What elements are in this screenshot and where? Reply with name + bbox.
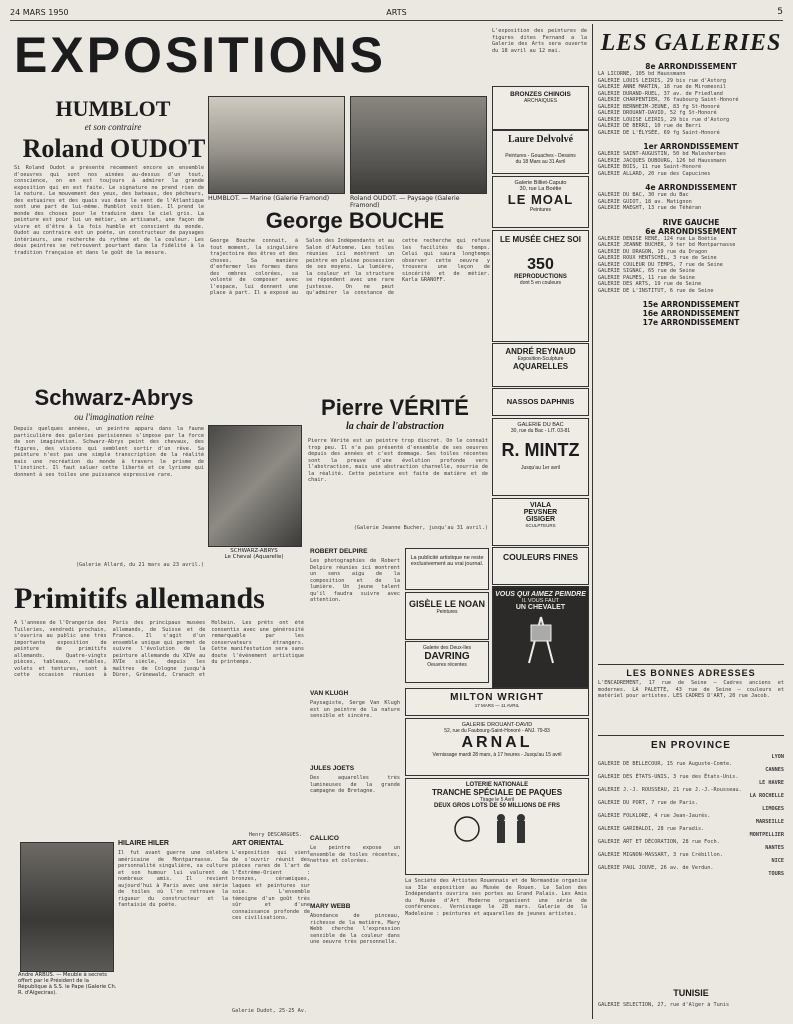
header-paper: ARTS [386,8,407,17]
galerie-entry: GALERIE BOIS, 11 rue Saint-Honoré [598,164,702,170]
galerie-entry: GALERIE SAINT-AUGUSTIN, 50 bd Malesherbes [598,151,727,157]
humblot-photo [208,96,345,194]
galerie-entry: GALERIE LOUISE LEIRIS, 29 bis rue d'Astorg [598,116,730,123]
bonnes-adresses-title: LES BONNES ADRESSES [626,668,756,678]
ad-moal: Galerie Billiet-Caputo 30, rue La Boétie LE MOAL Peintures [492,176,589,228]
ad-milton-wright: MILTON WRIGHT 17 MARS — 11 AVRIL [405,688,589,716]
schwarz-photo [208,425,302,547]
column-rule [592,24,593,1019]
galerie-entry: GALERIE JACQUES DUBOURG, 126 bd Haussmann [598,157,727,164]
city-heading: LIMOGES [762,806,784,812]
ad-bronzes: BRONZES CHINOIS ARCHAIQUES [492,86,589,130]
schwarz-article: Depuis quelques années, un peintre apparu dans la faune particulière des galeries parisiennes s'impose par la force de son imagination. Schwarz-Abrys peint des chevaux, des figures, des visions qui semblent sortir d'un rêve. Sa peinture n'est pas une simple transcription de la réalité mais une recréation du monde à travers le prisme de l'instinct. Il faut saluer cette liberté et ce lyrisme qui donnent à ses toiles une puissance expressive rare. [14,426,204,478]
expositions-notices: La Société des Artistes Rouennais et de Normandie organise sa 31e exposition au Musée de Rouen. Le Salon des Indépendants ouvrira ses portes au Grand Palais. Les Amis du Musée d'Art Moderne organisent une série de conférences. Vernissage le 28 mars. Galerie de la Madeleine : peintures et aquarelles de jeunes artistes. [405,878,587,917]
divider [598,735,784,736]
schwarz-caption: SCHWARZ-ABRYS Le Cheval (Aquarelle) [224,548,284,560]
art-oriental-title: ART ORIENTAL [232,840,284,847]
bouche-title: George BOUCHE [265,208,445,233]
page-header [10,6,783,21]
tunisie-title: TUNISIE [673,988,709,998]
section-heading: 6e ARRONDISSEMENT [645,226,737,236]
city-heading: LYON [771,754,784,760]
oudot-title: Roland OUDOT [22,134,206,163]
bonnes-adresses-text: L'ENCADREMENT, 17 rue de Seine — Cadres anciens et modernes. LA PALETTE, 43 rue de Seine — couleurs et matériel pour artistes. LES CADRES D'ART, 20 rue Jacob. [598,680,784,699]
verite-article: Pierre Vérité est un peintre trop discret. On le connaît trop peu. Il n'a pas présenté d'ensemble de ses oeuvres depuis des années et c'est dommage. Ses toiles récentes sont la preuve d'une évolution profonde vers l'abstraction, mais une abstraction charnelle, nourrie de la réalité. Cette peinture est faite de matière et de chair. [308,438,488,483]
galerie-entry: GALERIE BERNHEIM-JEUNE, 83 fg St-Honoré [598,103,720,110]
joets-article: Des aquarelles très lumineuses de la grande campagne de Bretagne. [310,775,400,794]
galerie-entry: GALERIE DES ARTS, 19 rue de Seine [598,281,702,287]
art-oriental-article: L'exposition qui vient de s'ouvrir réunit des pièces rares de l'art de l'Extrême-Orient : bronzes, céramiques, laques et peintures sur soie. L'ensemble témoigne d'un goût très sûr et d'une connaissance profonde de ces civilisations. [232,850,310,921]
hiler-title: HILAIRE HILER [118,840,169,847]
callico-article: Le peintre expose un ensemble de toiles récentes, nettes et colorées. [310,845,400,864]
ad-noan: GISÈLE LE NOAN Peintures [405,592,489,640]
galeries-title: LES GALERIES [600,30,782,56]
ad-reynaud: ANDRÉ REYNAUD Exposition-Sculpture AQUARELLES [492,343,589,387]
galerie-entry: GALERIE ANNE MARTIN, 18 rue de Miromesnil [598,84,727,90]
section-heading: 8e ARRONDISSEMENT [645,62,737,71]
oudot-photo [350,96,487,194]
humblot-subtitle: et son contraire [84,122,142,132]
verite-title: Pierre VÉRITÉ [321,395,469,420]
ad-mintz: GALERIE DU BAC 30, rue du Bac - LIT. 03-81 R. MINTZ Jusqu'au 1er avril [492,418,589,496]
galerie-entry: GALERIE DU BAC, 30 rue du Bac [598,192,689,198]
ad-daphnis: NASSOS DAPHNIS [492,388,589,416]
art-oriental-credit: Galerie Dudot, 25-25 Av. [232,1008,307,1014]
ad-couleurs-fines: COULEURS FINES [492,547,589,585]
galerie-entry: GALERIE MAEGHT, 13 rue de Téhéran [598,205,702,211]
webb-title: MARY WEBB [310,903,351,910]
ad-davring: Galerie des Deux-Iles DAVRING Oeuvres récentes [405,641,489,683]
city-heading: CANNES [765,767,784,773]
schwarz-title: Schwarz-Abrys [34,385,194,410]
header-page-number: 5 [777,7,783,17]
city-heading: LE HAVRE [759,780,784,786]
easel-icon [521,615,561,665]
province-list: LYON GALERIE DE BELLECOUR, 15 rue Auguste-Comte. CANNES GALERIE DES ÉTATS-UNIS, 3 rue des États-Unis. LE HAVRE GALERIE J.-J. ROUSSEAU, 21 rue J.-J.-Rousseau. LA ROCHELLE GALERIE DU PORT, 7 rue de Paris. LIMOGES GALERIE FOLKLORE, 4 rue Jean-Jaurès. MARSEILLE GALERIE GARIBALDI, 28 rue Paradis. MONTPELLIER GALERIE ART ET DÉCORATION, 28 rue Foch. NANTES GALERIE MIGNON-MASSART, 3 rue Crébillon. NICE GALERIE PAUL JOUVE, 26 av. de Verdun. TOURS [598,754,784,877]
city-heading: TOURS [768,871,784,877]
galerie-entry: GALERIE CHARPENTIER, 76 faubourg Saint-Honoré [598,97,739,103]
humblot-article: Si Roland Oudot a présenté récemment encore un ensemble d'oeuvres qui sont nos ainées au-dessus d'un tout, conscience, on en est toujours à admirer la grande exposition qui en est faite. Le signature ne prend rien de la nature. Le mouvement des yeux, des bateaux, des pêcheurs, des estuaires et des quais vus dans le vent de l'Atlantique sont une part de lui-même. Humblot voit bien. Il prend le monde des choses pour le traduire dans le ciel gris. La peinture est pour lui un métier, un artisanat, une façon de vivre et d'être à la fois humble et conscient du monde. Oudot au contraire est un poète, un constructeur de paysages intérieurs, une recherche du rythme et de la couleur. Les deux peintres se retrouvent pourtant dans la fidélité à la tradition française et dans le goût de la mesure. [14,165,204,256]
arbus-caption: Andre ARBUS. — Meuble à secrets offert par le Président de la République à S.S. le Pape (Galerie Ch. R. d'Algeciras). [18,972,117,996]
galerie-entry: GALERIE GUIOT, 18 av. Matignon [598,198,692,205]
humblot-title: HUMBLOT [55,96,171,121]
arbus-photo [20,842,114,972]
galerie-entry: GALERIE JEANNE BUCHER, 9 ter bd Montparnasse [598,242,736,248]
section-heading: RIVE GAUCHE [662,217,720,227]
province-title: EN PROVINCE [651,740,731,751]
joets-title: JULES JOETS [310,765,355,772]
galerie-entry: GALERIE DE L'ÉLYSÉE, 69 fg Saint-Honoré [598,129,720,136]
tunisie-text: GALERIE SELECTION, 27, rue d'Alger à Tunis [598,1002,730,1008]
webb-article: Abondance de pinceau, richesse de la matière, Mary Webb cherche l'expression sensible de la couleur dans une oeuvre très personnelle. [310,913,400,945]
galeries-list [598,62,784,662]
delpire-title: ROBERT DELPIRE [310,548,368,555]
galerie-entry: GALERIE ALLARD, 20 rue des Capucines [598,170,711,177]
ad-viala: VIALA PEVSNER GISIGER SCULPTEURS [492,498,589,546]
van-klugh-article: Paysagiste, Serge Van Klugh est un peintre de la nature sensible et sincère. [310,700,400,719]
city-heading: NICE [771,858,784,864]
divider [598,664,784,665]
ad-delvolve: Laure Delvolvé Peintures - Gouaches - Dessins du 18 Mars au 31 Avril [492,130,589,174]
section-heading: 16e ARRONDISSEMENT [642,309,740,318]
galerie-entry: GALERIE DENISE RENÉ, 124 rue La Boétie [598,235,717,242]
galerie-entry: GALERIE ROUX HENTSCHEL, 3 rue de Seine [598,255,717,261]
city-heading: MONTPELLIER [749,832,784,838]
primitifs-signature: Henry DESCARGUES. [248,832,302,838]
ad-chevalet: VOUS QUI AIMEZ PEINDRE IL VOUS FAUT UN CHEVALET [492,586,589,688]
humblot-caption: HUMBLOT. — Marine (Galerie Framond) [208,195,330,202]
galerie-entry: LA LICORNE, 105 bd Haussmann [598,71,686,77]
section-heading: 17e ARRONDISSEMENT [642,318,740,327]
section-heading: 15e ARRONDISSEMENT [642,300,740,309]
ad-loterie: LOTERIE NATIONALE TRANCHE SPÉCIALE DE PAQUES Tirage le 5 Avril DEUX GROS LOTS DE 50 MILLIONS DE FRS [405,778,589,875]
galerie-entry: GALERIE DURAND-RUEL, 37 av. de Friedland [598,90,723,97]
galerie-entry: GALERIE DU DRAGON, 19 rue du Dragon [598,248,708,255]
galerie-entry: GALERIE SIGNAC, 65 rue de Seine [598,268,695,274]
loterie-illustration-icon [437,811,557,851]
city-heading: MARSEILLE [755,819,784,825]
callico-title: CALLICO [310,835,339,842]
primitifs-title: Primitifs allemands [14,582,265,615]
verite-subtitle: la chair de l'abstraction [345,421,445,432]
section-heading: 4e ARRONDISSEMENT [645,183,737,192]
ad-musee-chez-soi: LE MUSÉE CHEZ SOI 350 REPRODUCTIONS dont 5 en couleurs [492,230,589,342]
delpire-article: Les photographies de Robert Delpire réunies ici montrent un sens aigu de la composition et de la lumière. Un jeune talent qu'il faudra suivre avec attention. [310,558,400,603]
city-heading: LA ROCHELLE [749,793,784,799]
page-title: EXPOSITIONS [14,27,386,83]
ad-publicite: La publicité artistique ne reste exclusivement au vrai journal. [405,548,489,590]
galerie-entry: GALERIE COULEUR DU TEMPS, 7 rue de Seine [598,261,723,268]
bouche-article: George Bouche connait, à tout moment, la singulière trajectoire des êtres et des choses. Sa manière d'enfermer les formes dans des ombres colorées, sa volonté de composer avec l'espace, lui donnent une place à part. Il a exposé au Salon des Indépendants et au Salon d'Automne. Les toiles réunies ici montrent un peintre en pleine possession de ses moyens. La lumière, la couleur et la structure se répondent avec une rare justesse. On ne peut qu'admirer la constance de cette recherche qui refuse les facilités du temps. Celui qui saura longtemps observer cette oeuvre y trouvera une leçon de sincérité et de métier. Karla GRANOFF. [210,238,490,296]
galerie-entry: GALERIE DE L'INSTITUT, 6 rue de Seine [598,287,714,294]
schwarz-credit: (Galerie Allard, du 21 mars au 23 avril.) [75,562,204,568]
header-date: 24 MARS 1950 [10,8,69,17]
galerie-entry: GALERIE DE BERRI, 10 rue de Berri [598,123,702,129]
top-notice: L'exposition des peintures de figures dites Fernand a la Galerie des Arts sera ouverte du 18 avril au 12 mai. [492,28,587,54]
galerie-entry: GALERIE LOUIS LEIRIS, 29 bis rue d'Astorg [598,77,727,84]
schwarz-subtitle: ou l'imagination reine [74,412,154,422]
verite-credit: (Galerie Jeanne Bucher, jusqu'au 31 avril.) [353,525,488,531]
hiler-article: Il fut avant guerre une célèbre américaine de Montparnasse. Sa personnalité singulière, sa culture et son humour lui valurent de nombreux amis. Il revient aujourd'hui à Paris avec une série de toiles où l'on retrouve la rigueur du constructeur et la fantaisie du poète. [118,850,228,908]
primitifs-article: A l'annexe de l'Orangerie des Tuileries, vendredi prochain, s'ouvrira au public une très importante exposition de peinture de primitifs allemands. Quatre-vingts pièces, tableaux, retables, volets et tentures, sont à cette occasion réunies à Paris des principaux musées allemands, de Suisse et de France. Il s'agit d'un ensemble unique qui permet de suivre l'évolution de la peinture allemande du XIVe au XVIe siècle, depuis les maîtres de Cologne jusqu'à Dürer, Grünewald, Cranach et Holbein. Les prêts ont été consentis avec une générosité remarquable par les conservateurs étrangers. Cette manifestation sera sans doute l'événement artistique du printemps. [14,620,304,678]
city-heading: NANTES [765,845,784,851]
galerie-entry: GALERIE PALMES, 11 rue de Seine [598,274,695,281]
galerie-entry: GALERIE DROUANT-DAVID, 52 fg St-Honoré [598,110,717,116]
oudot-caption: Roland OUDOT. — Paysage (Galerie Framond) [350,195,460,209]
section-heading: 1er ARRONDISSEMENT [643,142,739,151]
ad-arnal: GALERIE DROUANT-DAVID 52, rue du Faubourg-Saint-Honoré - ANJ. 79-83 ARNAL Vernissage mardi 28 mars, à 17 heures - Jusqu'au 15 avril [405,718,589,776]
van-klugh-title: VAN KLUGH [310,690,349,697]
